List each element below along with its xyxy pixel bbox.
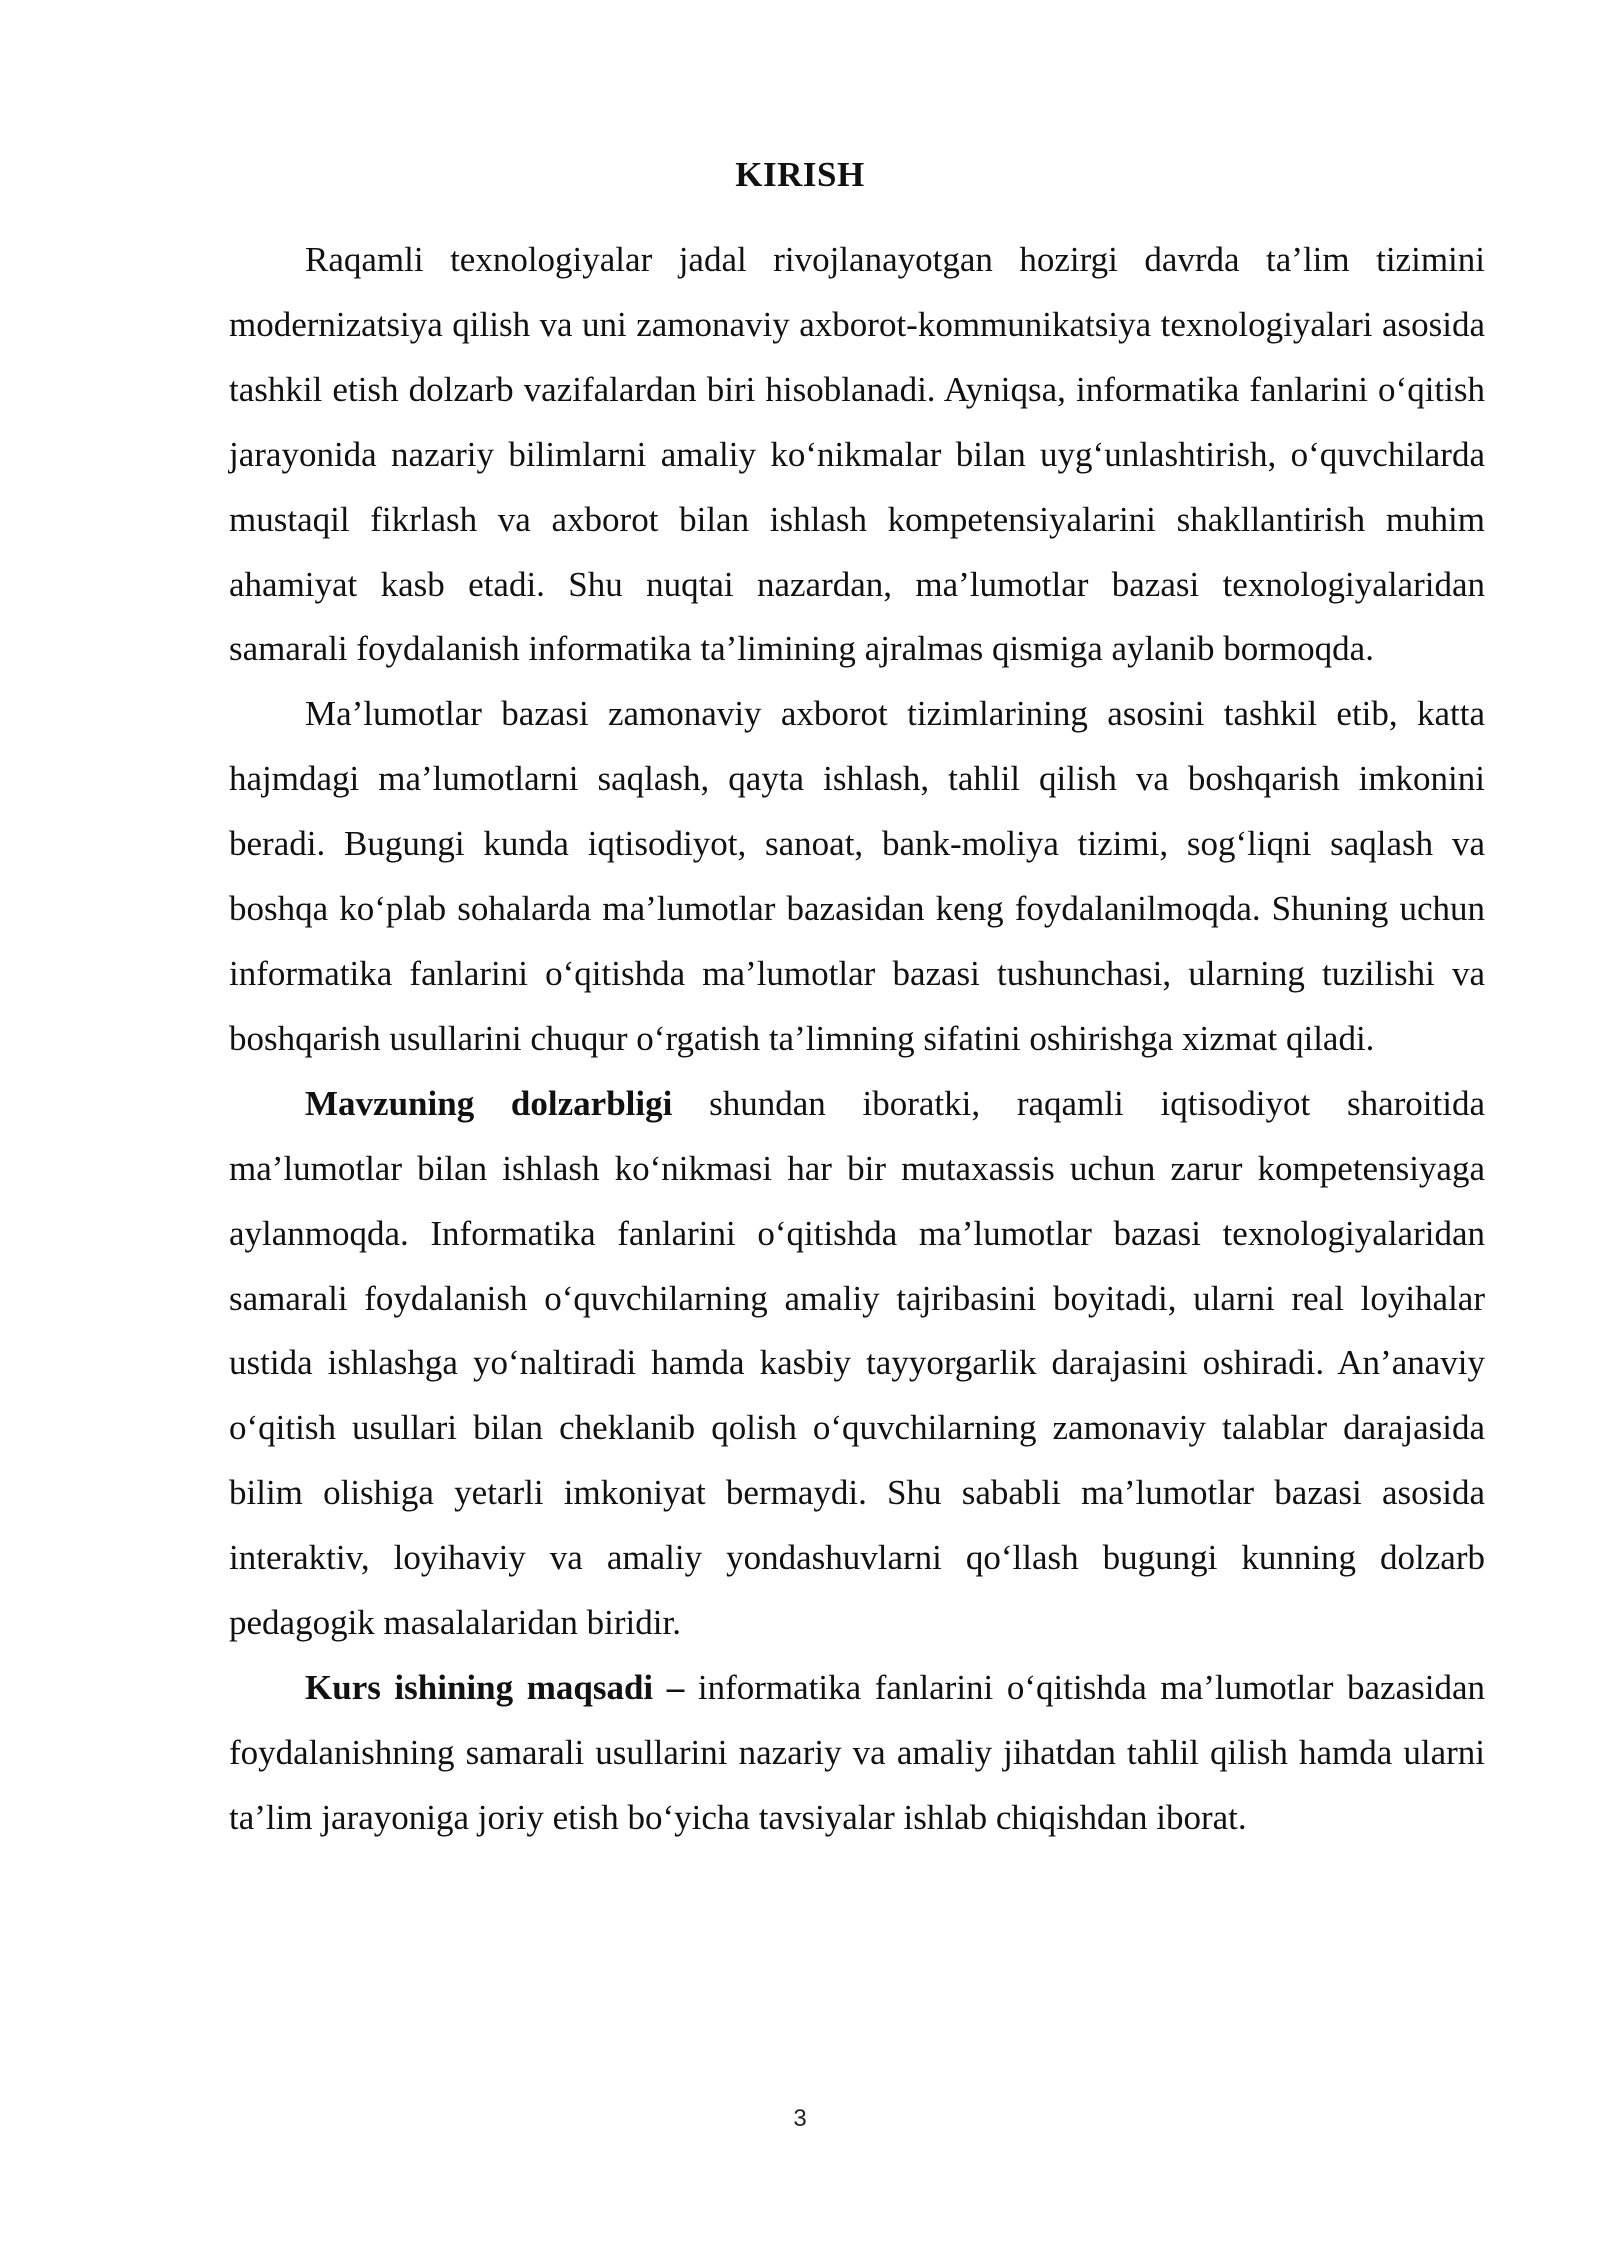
- page-title: KIRISH: [735, 155, 865, 194]
- paragraph-text: informatika fanlarini o‘qitishda ma’lumotlar bazasidan foydalanishning samarali usullarini nazariy va amaliy jihatdan tahlil qilish hamda ularni ta’lim jarayoniga joriy etish bo‘yicha tavsiyalar ishlab chiqishdan iborat.: [229, 1667, 1486, 1837]
- paragraph-lead-goal: Kurs ishining maqsadi –: [305, 1667, 685, 1707]
- paragraph-introduction: [229, 228, 1485, 682]
- paragraph-text: Ma’lumotlar bazasi zamonaviy axborot tizimlarining asosini tashkil etib, katta hajmdagi ma’lumotlarni saqlash, qayta ishlash, tahlil qilish va boshqarish imkonini beradi. Bugungi kunda iqtisodiyot, sanoat, bank-moliya tizimi, sog‘liqni saqlash va boshqa ko‘plab sohalarda ma’lumotlar bazasidan keng foydalanilmoqda. Shuning uchun informatika fanlarini o‘qitishda ma’lumotlar bazasi tushunchasi, ularning tuzilishi va boshqarish usullarini chuqur o‘rgatish ta’limning sifatini oshirishga xizmat qiladi.: [229, 694, 1485, 1058]
- paragraph-text: Raqamli texnologiyalar jadal rivojlanayotgan hozirgi davrda ta’lim tizimini modernizatsiya qilish va uni zamonaviy axborot-kommunikatsiya texnologiyalari asosida tashkil etish dolzarb vazifalardan biri hisoblanadi. Ayniqsa, informatika fanlarini o‘qitish jarayonida nazariy bilimlarni amaliy ko‘nikmalar bilan uyg‘unlashtirish, o‘quvchilarda mustaqil fikrlash va axborot bilan ishlash kompetensiyalarini shakllantirish muhim ahamiyat kasb etadi. Shu nuqtai nazardan, ma’lumotlar bazasi texnologiyalaridan samarali foydalanish informatika ta’limining ajralmas qismiga aylanib bormoqda.: [229, 240, 1485, 669]
- paragraph-relevance: [229, 1072, 1485, 1656]
- page-number: 3: [793, 2105, 807, 2132]
- body-text: [229, 228, 1485, 1851]
- paragraph-goal: [229, 1656, 1485, 1851]
- paragraph-lead-relevance: Mavzuning dolzarbligi: [305, 1083, 673, 1123]
- paragraph-text: shundan iboratki, raqamli iqtisodiyot sharoitida ma’lumotlar bilan ishlash ko‘nikmasi har bir mutaxassis uchun zarur kompetensiyaga aylanmoqda. Informatika fanlarini o‘qitishda ma’lumotlar bazasi texnologiyalaridan samarali foydalanish o‘quvchilarning amaliy tajribasini boyitadi, ularni real loyihalar ustida ishlashga yo‘naltiradi hamda kasbiy tayyorgarlik darajasini oshiradi. An’anaviy o‘qitish usullari bilan cheklanib qolish o‘quvchilarning zamonaviy talablar darajasida bilim olishiga yetarli imkoniyat bermaydi. Shu sababli ma’lumotlar bazasi asosida interaktiv, loyihaviy va amaliy yondashuvlarni qo‘llash bugungi kunning dolzarb pedagogik masalalaridan biridir.: [229, 1083, 1485, 1643]
- paragraph-database-role: [229, 682, 1485, 1071]
